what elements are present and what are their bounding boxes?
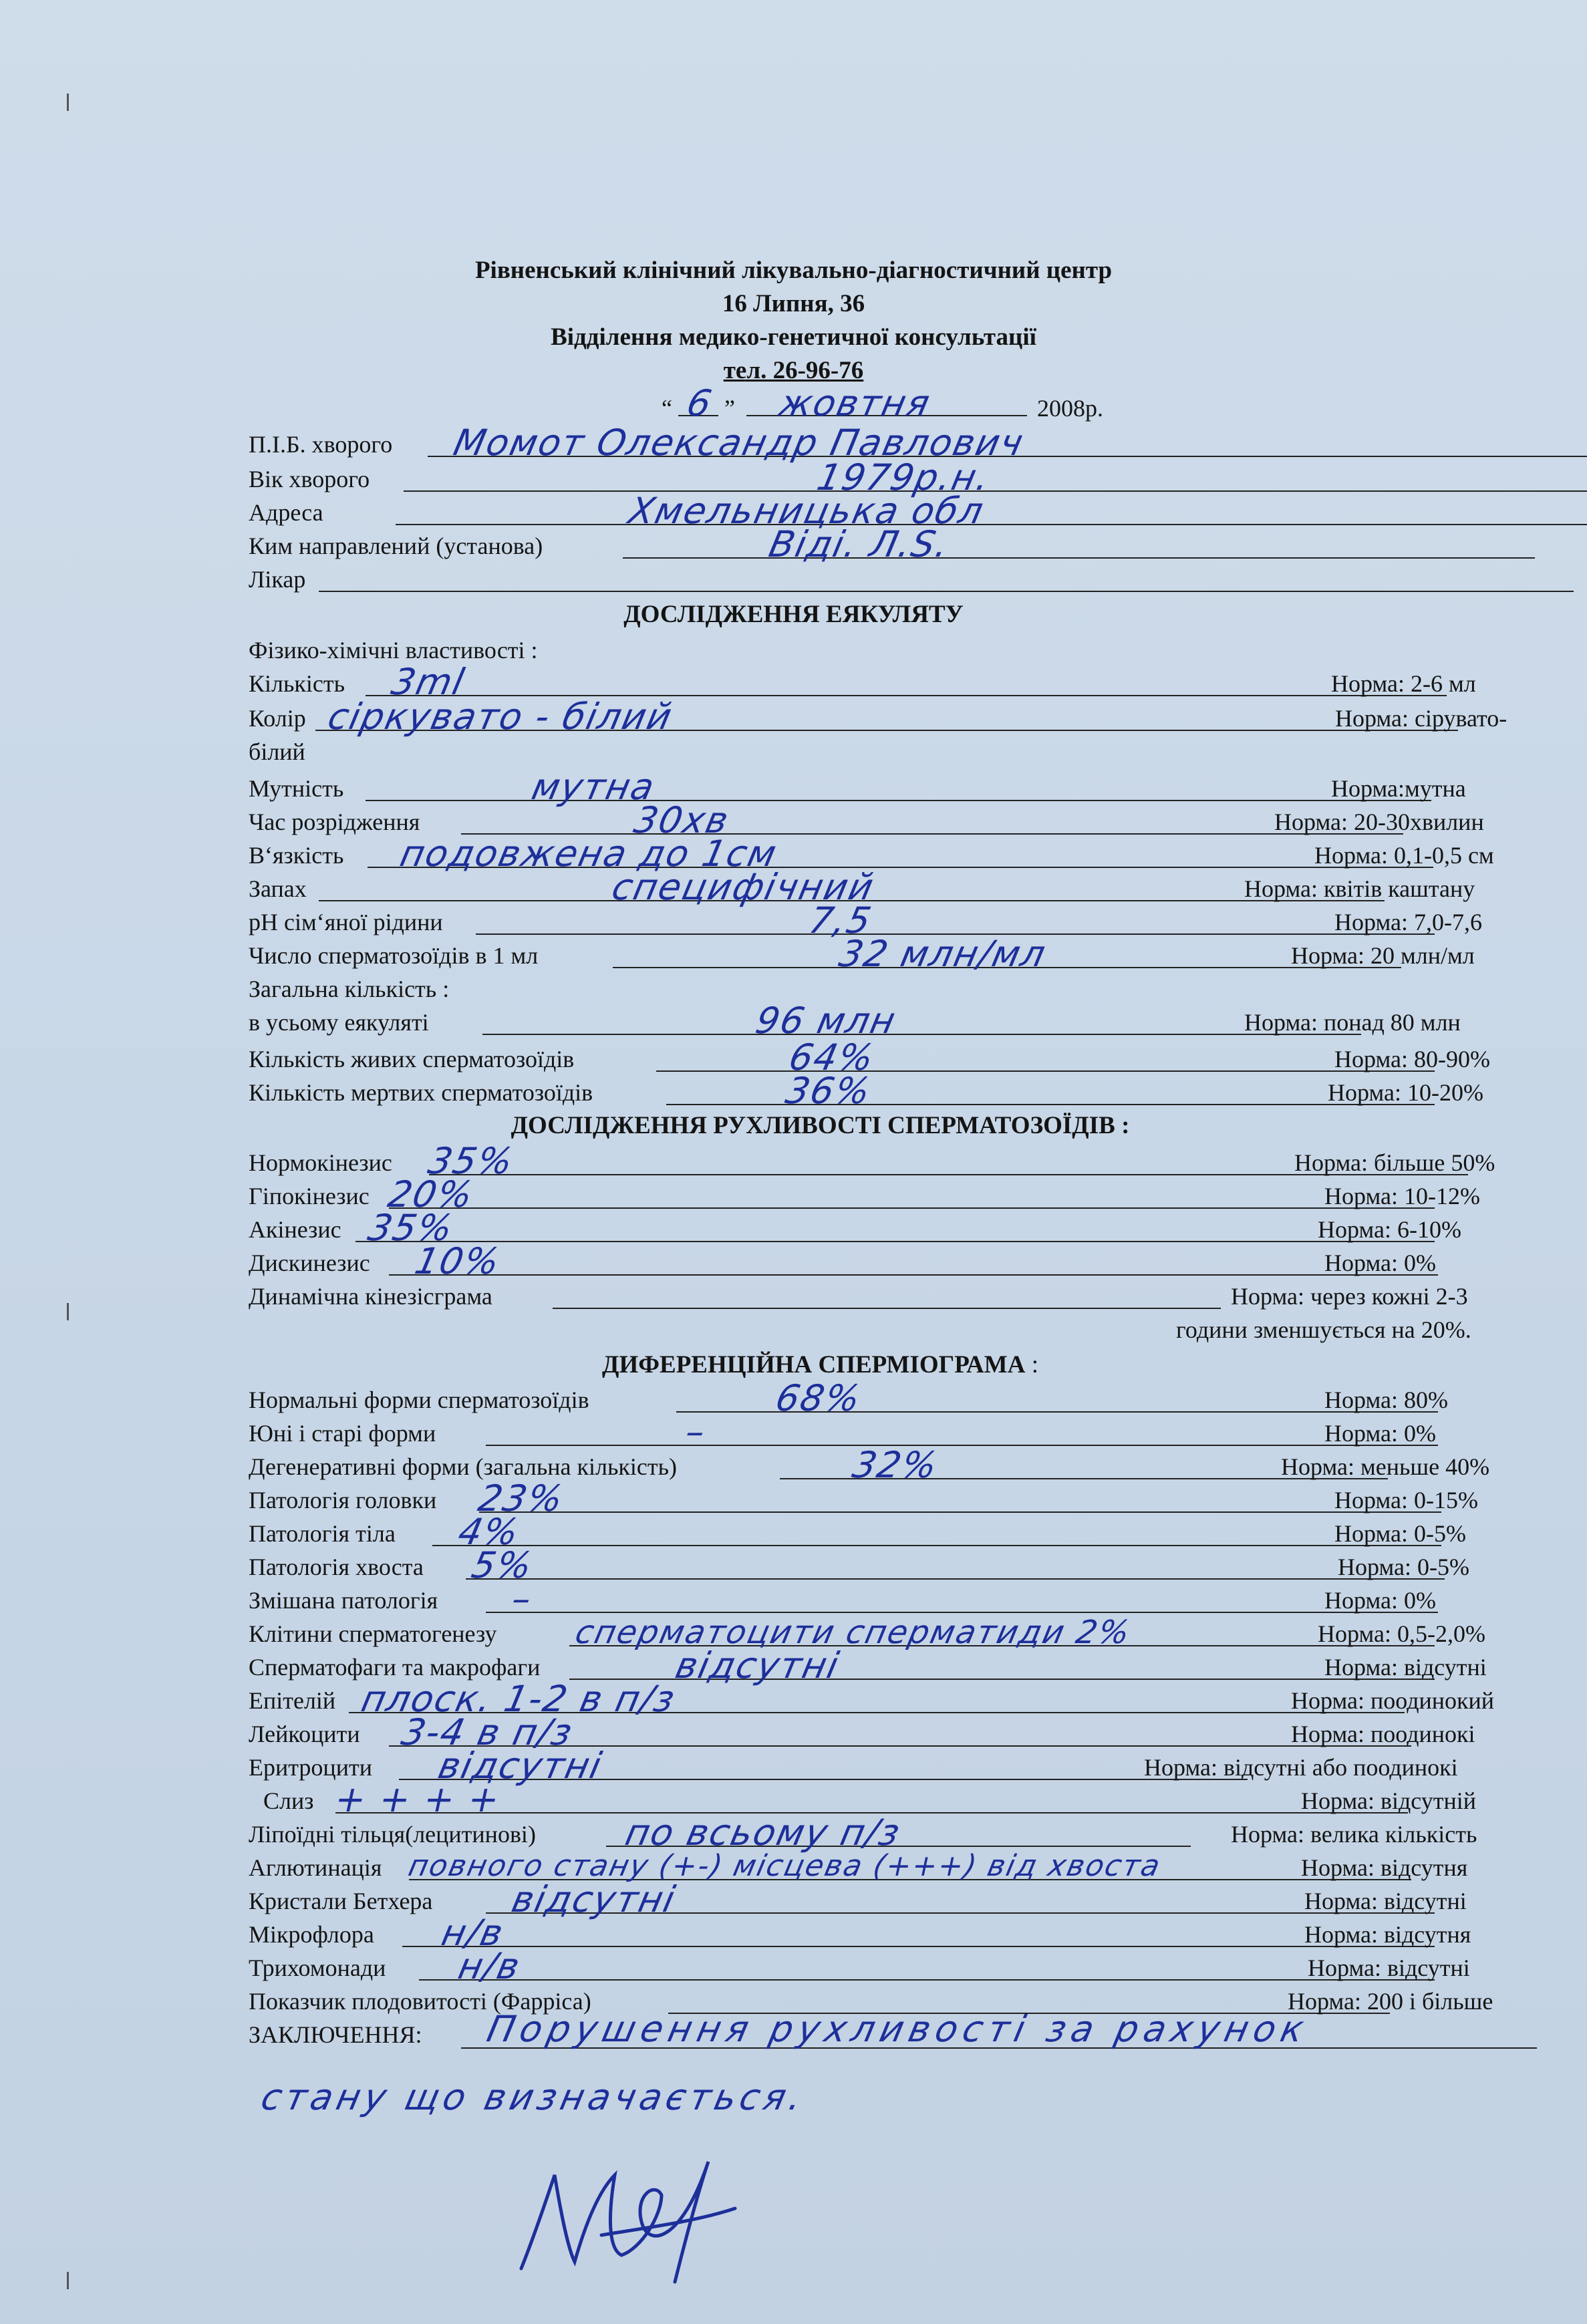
degenerative-forms-row	[249, 1444, 1538, 1486]
normal-forms-row	[249, 1377, 1538, 1419]
head-pathology-label: Патологія головки	[249, 1487, 437, 1513]
date-quote-close: ”	[724, 395, 735, 422]
leukocytes-norm: Норма: поодинокі	[1291, 1721, 1475, 1747]
odor-label: Запах	[249, 875, 307, 902]
tail-pathology-norm: Норма: 0-5%	[1338, 1554, 1469, 1580]
referrer-value: Віді. Л.Ѕ.	[765, 523, 954, 565]
patient-address-value: Хмельницька обл	[625, 490, 988, 532]
turbidity-label: Мутність	[249, 775, 344, 802]
agglutination-label: Аглютинація	[249, 1854, 382, 1881]
lipoid-bodies-norm: Норма: велика кількість	[1231, 1821, 1477, 1848]
date-year: 2008р.	[1036, 395, 1103, 422]
patient-name-label: П.І.Б. хворого	[249, 431, 393, 458]
leukocytes-label: Лейкоцити	[249, 1721, 360, 1747]
trichomonas-norm: Норма: відсутні	[1308, 1954, 1470, 1981]
body-pathology-norm: Норма: 0-5%	[1334, 1520, 1466, 1547]
agglutination-value: повного стану (+-) місцева (+++) від хвоста	[405, 1849, 1165, 1883]
date-quote-open: “	[662, 395, 672, 422]
conclusion-text-2: стану що визначається.	[257, 2076, 810, 2118]
normokinesis-value: 35%	[424, 1140, 518, 1182]
dead-sperm-value: 36%	[782, 1070, 875, 1112]
mixed-pathology-norm: Норма: 0%	[1324, 1587, 1436, 1614]
head-pathology-norm: Норма: 0-15%	[1334, 1487, 1478, 1513]
total-count-row	[249, 1000, 1538, 1042]
akinesis-norm: Норма: 6-10%	[1318, 1216, 1461, 1243]
turbidity-row	[249, 766, 1538, 808]
spermatogenesis-cells-norm: Норма: 0,5-2,0%	[1318, 1620, 1485, 1647]
hypokinesis-label: Гіпокінезис	[249, 1183, 370, 1209]
dyskinesis-label: Дискинезис	[249, 1250, 370, 1276]
color-row	[249, 696, 1538, 738]
head-pathology-row	[249, 1477, 1538, 1519]
spermatogenesis-cells-row	[249, 1614, 1538, 1651]
diff-title-text: ДИФЕРЕНЦІЙНА СПЕРМІОГРАМА	[602, 1351, 1026, 1378]
referrer-row	[249, 523, 1538, 565]
amount-norm: Норма: 2-6 мл	[1331, 670, 1476, 697]
dyskinesis-row	[249, 1240, 1538, 1282]
date-row	[662, 382, 1103, 425]
microflora-label: Мікрофлора	[249, 1921, 374, 1948]
leukocytes-value: 3-4 в п/з	[398, 1711, 577, 1753]
patient-address-label: Адреса	[249, 499, 323, 526]
viscosity-row	[249, 833, 1538, 875]
erythrocytes-label: Еритроцити	[249, 1754, 372, 1781]
date-day: 6	[683, 382, 717, 424]
dyskinesis-value: 10%	[411, 1240, 504, 1282]
diff-title-colon: :	[1025, 1351, 1038, 1378]
akinesis-label: Акінезис	[249, 1216, 341, 1243]
viscosity-label: В‘язкість	[249, 842, 344, 869]
section-ejaculate-title: ДОСЛІДЖЕННЯ ЕЯКУЛЯТУ	[623, 601, 964, 628]
live-sperm-label: Кількість живих сперматозоїдів	[249, 1046, 575, 1072]
clinic-address: 16 Липня, 36	[722, 290, 865, 317]
doctor-signature	[508, 2135, 748, 2289]
color-norm: Норма: сірувато-	[1335, 705, 1507, 732]
spermatophages-value: відсутні	[672, 1644, 844, 1687]
young-old-forms-norm: Норма: 0%	[1324, 1420, 1436, 1447]
conclusion-label: ЗАКЛЮЧЕННЯ:	[249, 2021, 422, 2048]
dead-sperm-label: Кількість мертвих сперматозоїдів	[249, 1079, 593, 1106]
agglutination-norm: Норма: відсутня	[1301, 1854, 1468, 1881]
boettcher-crystals-label: Кристали Бетхера	[249, 1888, 433, 1914]
microflora-row	[249, 1912, 1538, 1954]
body-pathology-label: Патологія тіла	[249, 1520, 396, 1547]
doctor-row	[249, 563, 1538, 596]
spermatogenesis-cells-label: Клітини сперматогенезу	[249, 1620, 497, 1647]
odor-norm: Норма: квітів каштану	[1244, 875, 1475, 902]
referrer-label: Ким направлений (установа)	[249, 533, 543, 559]
sperm-count-label: Число сперматозоїдів в 1 мл	[249, 942, 539, 969]
hypokinesis-norm: Норма: 10-12%	[1324, 1183, 1480, 1209]
trichomonas-value: н/в	[454, 1945, 525, 1987]
doctor-label: Лікар	[249, 566, 306, 593]
total-count-label: Загальна кількість :	[249, 976, 450, 1002]
boettcher-crystals-value: відсутні	[508, 1878, 680, 1920]
young-old-forms-label: Юні і старі форми	[249, 1420, 436, 1447]
boettcher-crystals-row	[249, 1878, 1538, 1920]
liquefaction-value: 30хв	[630, 799, 734, 841]
color-label: Колір	[249, 705, 306, 732]
department-name: Відділення медико-генетичної консультації	[551, 323, 1036, 351]
dead-sperm-row	[249, 1070, 1538, 1112]
dyskinesis-norm: Норма: 0%	[1324, 1250, 1436, 1276]
boettcher-crystals-norm: Норма: відсутні	[1304, 1888, 1467, 1914]
color-norm-continuation: білий	[249, 738, 305, 765]
body-pathology-row	[249, 1511, 1538, 1553]
sperm-count-norm: Норма: 20 млн/мл	[1291, 942, 1475, 969]
spermatophages-label: Сперматофаги та макрофаги	[249, 1654, 541, 1681]
tail-pathology-row	[249, 1544, 1538, 1586]
sperm-count-row	[249, 933, 1538, 975]
patient-age-value: 1979р.н.	[813, 456, 995, 498]
spermatogenesis-cells-value: сперматоцити сперматиди 2%	[572, 1614, 1135, 1651]
kinesisgram-norm: Норма: через кожні 2-3	[1231, 1283, 1468, 1310]
erythrocytes-value: відсутні	[434, 1745, 607, 1787]
mixed-pathology-row	[249, 1578, 1538, 1620]
trichomonas-row	[249, 1945, 1538, 1987]
liquefaction-norm: Норма: 20-30хвилин	[1274, 809, 1484, 835]
clinic-phone: тел. 26-96-76	[723, 357, 864, 384]
scan-mark	[67, 2272, 69, 2289]
normokinesis-norm: Норма: більше 50%	[1294, 1149, 1495, 1176]
total-count-label2: в усьому еякуляті	[249, 1009, 429, 1036]
amount-label: Кількість	[249, 670, 345, 697]
spermatophages-norm: Норма: відсутні	[1324, 1654, 1487, 1681]
agglutination-row	[249, 1851, 1538, 1884]
tail-pathology-value: 5%	[468, 1544, 537, 1586]
kinesisgram-label: Динамічна кінезісграма	[249, 1283, 492, 1310]
dead-sperm-norm: Норма: 10-20%	[1328, 1079, 1483, 1106]
turbidity-value: мутна	[528, 766, 660, 808]
scan-mark	[67, 1303, 69, 1320]
patient-age-label: Вік хворого	[249, 466, 370, 492]
mucus-norm: Норма: відсутній	[1301, 1787, 1477, 1814]
trichomonas-label: Трихомонади	[249, 1954, 386, 1981]
body-pathology-value: 4%	[454, 1511, 524, 1553]
total-count-value: 96 млн	[752, 1000, 901, 1042]
lipoid-bodies-value: по всьому п/з	[621, 1811, 905, 1854]
odor-value: специфічний	[608, 866, 879, 908]
conclusion-line-1	[461, 2008, 1537, 2050]
odor-row	[249, 866, 1538, 908]
document-header	[0, 254, 1587, 388]
farris-index-label: Показчик плодовитості (Фарріса)	[249, 1988, 591, 2015]
scan-mark	[67, 94, 69, 111]
leukocytes-row	[249, 1711, 1538, 1753]
ph-value: 7,5	[805, 899, 876, 941]
epithelium-norm: Норма: поодинокий	[1291, 1687, 1495, 1714]
erythrocytes-norm: Норма: відсутні або поодинокі	[1144, 1754, 1458, 1781]
viscosity-norm: Норма: 0,1-0,5 см	[1314, 842, 1494, 869]
physchem-label: Фізико-хімічні властивості :	[249, 637, 538, 664]
live-sperm-value: 64%	[785, 1036, 879, 1078]
kinesisgram-norm-continuation: години зменшується на 20%.	[1176, 1316, 1471, 1343]
ph-label: рН сім‘яної рідини	[249, 909, 443, 935]
section-motility-title: ДОСЛІДЖЕННЯ РУХЛИВОСТІ СПЕРМАТОЗОЇДІВ :	[511, 1112, 1130, 1139]
clinic-name: Рівненський клінічний лікувально-діагностичний центр	[474, 257, 1113, 284]
normokinesis-label: Нормокінезис	[249, 1149, 392, 1176]
microflora-value: н/в	[438, 1912, 509, 1954]
viscosity-value: подовжена до 1см	[396, 833, 782, 875]
patient-name-value: Момот Олександр Павлович	[450, 422, 1028, 464]
degenerative-forms-norm: Норма: меньше 40%	[1281, 1453, 1490, 1480]
ph-norm: Норма: 7,0-7,6	[1334, 909, 1482, 935]
mucus-value: + + + +	[331, 1778, 505, 1820]
farris-index-norm: Норма: 200 і більше	[1288, 1988, 1493, 2015]
hypokinesis-value: 20%	[384, 1173, 478, 1215]
young-old-forms-value: –	[682, 1411, 710, 1453]
normal-forms-norm: Норма: 80%	[1324, 1387, 1448, 1413]
normal-forms-label: Нормальні форми сперматозоїдів	[249, 1387, 589, 1413]
turbidity-norm: Норма:мутна	[1331, 775, 1466, 802]
degenerative-forms-label: Дегенеративні форми (загальна кількість)	[249, 1453, 677, 1480]
sperm-count-value: 32 млн/мл	[835, 933, 1050, 975]
lipoid-bodies-label: Ліпоїдні тільця(лецитинові)	[249, 1821, 536, 1848]
epithelium-value: плоск. 1-2 в п/з	[357, 1678, 680, 1720]
mixed-pathology-label: Змішана патологія	[249, 1587, 438, 1614]
head-pathology-value: 23%	[474, 1477, 568, 1519]
tail-pathology-label: Патологія хвоста	[249, 1554, 424, 1580]
epithelium-label: Епітелій	[249, 1687, 336, 1714]
live-sperm-norm: Норма: 80-90%	[1334, 1046, 1490, 1072]
date-month: жовтня	[775, 382, 935, 424]
mucus-label: Слиз	[263, 1787, 314, 1814]
mixed-pathology-value: –	[508, 1578, 537, 1620]
amount-value: 3ml	[388, 661, 469, 703]
color-value: сіркувато - білий	[324, 696, 677, 738]
total-count-norm: Норма: понад 80 млн	[1244, 1009, 1461, 1036]
lipoid-bodies-row	[249, 1811, 1538, 1854]
akinesis-value: 35%	[364, 1207, 458, 1249]
liquefaction-label: Час розрідження	[249, 809, 420, 835]
degenerative-forms-value: 32%	[849, 1444, 942, 1486]
kinesisgram-row	[249, 1280, 1538, 1313]
conclusion-text-1: Порушення рухливості за рахунок	[483, 2008, 1313, 2050]
microflora-norm: Норма: відсутня	[1304, 1921, 1471, 1948]
normal-forms-value: 68%	[772, 1377, 865, 1419]
live-sperm-row	[249, 1036, 1538, 1078]
